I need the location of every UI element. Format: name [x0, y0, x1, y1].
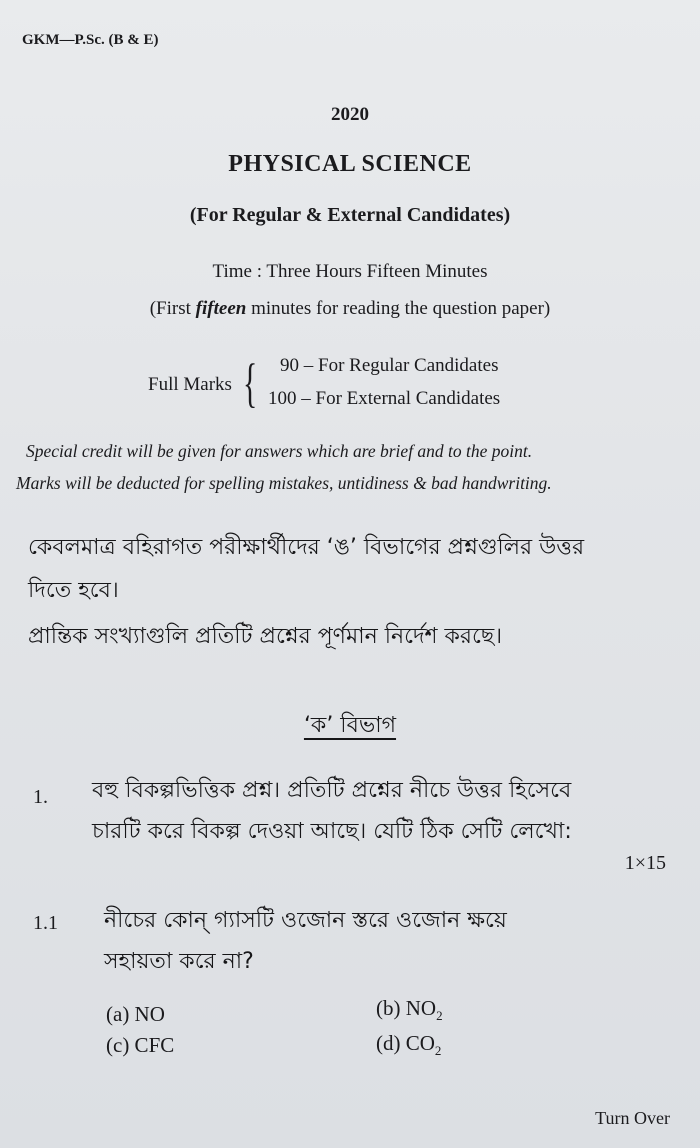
instruction-line-2: Marks will be deducted for spelling mistakes, untidiness & bad handwriting.	[16, 473, 552, 493]
reading-time-note	[0, 298, 700, 320]
candidates-subtitle: (For Regular & External Candidates)	[189, 204, 511, 226]
section-title: ‘ক’ বিভাগ	[303, 713, 397, 738]
question-1-1-line-2: সহায়তা করে না?	[104, 949, 254, 974]
reading-emph: fifteen	[195, 298, 247, 319]
option-b-text: (b) NO	[376, 996, 437, 1020]
option-d	[376, 1031, 441, 1059]
bengali-instruction-2: দিতে হবে।	[28, 578, 119, 603]
full-marks-regular: 90 – For Regular Candidates	[280, 355, 499, 376]
turn-over-note: Turn Over	[595, 1108, 670, 1128]
question-1-line-2: চারটি করে বিকল্প দেওয়া আছে। যেটি ঠিক সেটি লেখো:	[92, 819, 572, 844]
question-1-marks: 1×15	[624, 852, 666, 874]
reading-pre: (First	[149, 298, 196, 319]
bengali-instruction-1: কেবলমাত্র বহিরাগত পরীক্ষার্থীদের ‘ঙ’ বিভাগের প্রশ্নগুলির উত্তর	[28, 535, 585, 560]
question-1-number: 1.	[33, 786, 48, 808]
option-d-subscript: 2	[434, 1043, 442, 1059]
option-d-text: (d) CO	[376, 1031, 435, 1055]
option-b-subscript: 2	[436, 1008, 443, 1024]
full-marks-external: 100 – For External Candidates	[268, 388, 501, 409]
paper-code: GKM—P.Sc. (B & E)	[22, 32, 159, 48]
subject-title: PHYSICAL SCIENCE	[228, 151, 472, 177]
option-b	[376, 996, 443, 1024]
option-a: (a) NO	[106, 1002, 165, 1026]
section-heading	[0, 708, 700, 745]
exam-year: 2020	[331, 104, 369, 125]
reading-post: minutes for reading the question paper)	[246, 298, 551, 319]
option-c: (c) CFC	[106, 1033, 175, 1057]
bengali-instruction-3: প্রান্তিক সংখ্যাগুলি প্রতিটি প্রশ্নের পূর্ণমান নির্দেশ করছে।	[28, 624, 503, 649]
exam-time: Time : Three Hours Fifteen Minutes	[212, 261, 488, 282]
instruction-line-1: Special credit will be given for answers which are brief and to the point.	[26, 441, 533, 461]
brace-icon: {	[243, 353, 258, 413]
question-1-line-1: বহু বিকল্পভিত্তিক প্রশ্ন। প্রতিটি প্রশ্নের নীচে উত্তর হিসেবে	[92, 778, 572, 803]
question-1-1-number: 1.1	[33, 912, 58, 934]
question-1-1-line-1: নীচের কোন্ গ্যাসটি ওজোন স্তরে ওজোন ক্ষয়ে	[104, 908, 507, 933]
full-marks-label: Full Marks	[148, 374, 232, 395]
